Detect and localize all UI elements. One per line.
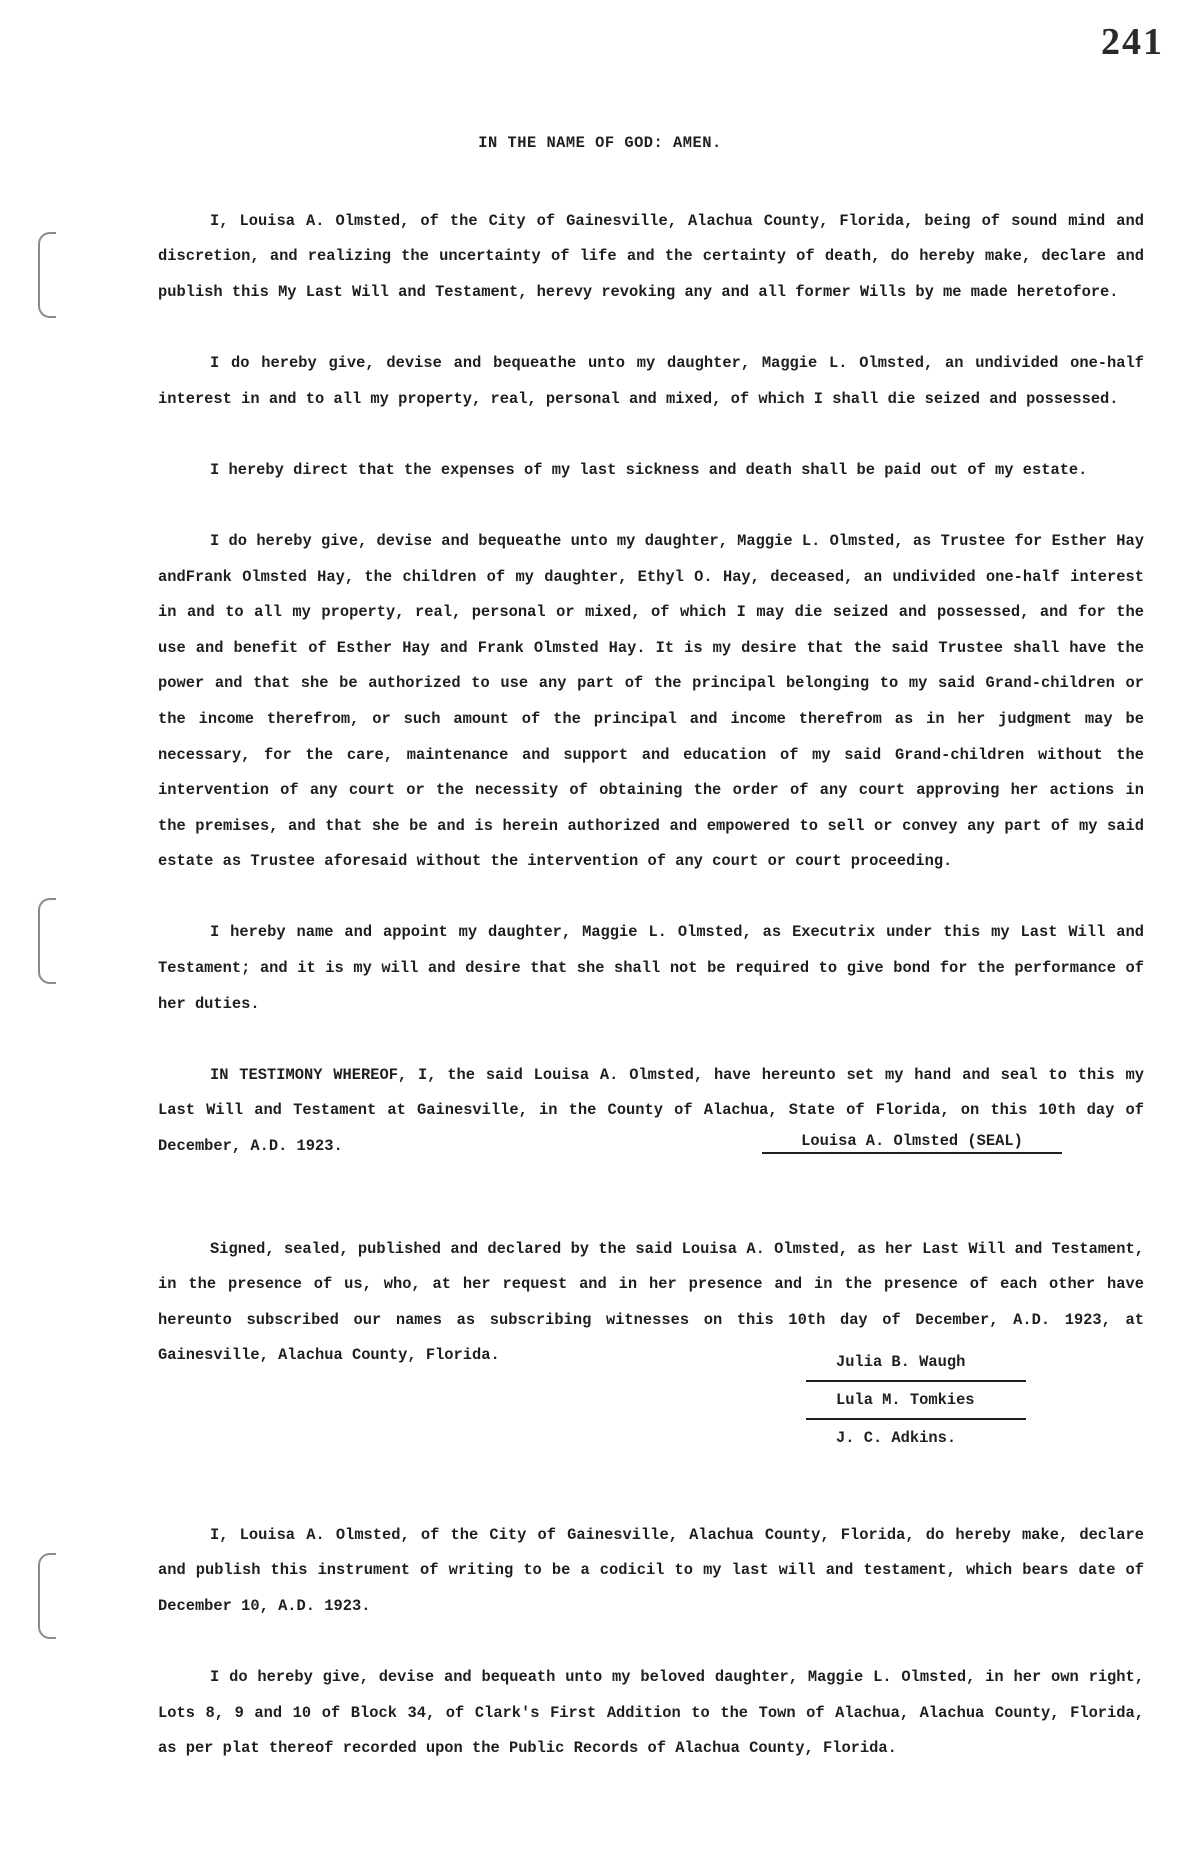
witness-signatures [806,1348,1026,1456]
codicil-paragraph: I, Louisa A. Olmsted, of the City of Gainesville, Alachua County, Florida, do hereby make, declare and publish this instrument of writing to be a codicil to my last will and testament, which bears date of December 10, A.D. 1923. [158,1525,1144,1615]
will-paragraph: IN TESTIMONY WHEREOF, I, the said Louisa A. Olmsted, have hereunto set my hand and seal to this my Last Will and Testament at Gainesville, in the County of Alachua, State of Florida, on this 10th day of December, A.D. 1923. [158,1065,1144,1156]
will-paragraph: I do hereby give, devise and bequeathe unto my daughter, Maggie L. Olmsted, an undivided one-half interest in and to all my property, real, personal and mixed, of which I shall die seized and possessed. [158,353,1144,408]
will-paragraph: I, Louisa A. Olmsted, of the City of Gainesville, Alachua County, Florida, being of sound mind and discretion, and realizing the uncertainty of life and the certainty of death, do hereby make, declare and publish this My Last Will and Testament, herevy revoking any and all former Wills by me made heretofore. [158,211,1144,301]
testator-signature: Louisa A. Olmsted (SEAL) [762,1132,1062,1154]
will-paragraph: I do hereby give, devise and bequeathe unto my daughter, Maggie L. Olmsted, as Trustee for Esther Hay andFrank Olmsted Hay, the children of my daughter, Ethyl O. Hay, deceased, an undivided one-half interest in and to all my property, real, personal or mixed, of which I may die seized and possessed, and for the use and benefit of Esther Hay and Frank Olmsted Hay. It is my desire that the said Trustee shall have the power and that she be authorized to use any part of the principal belonging to my said Grand-children or the income therefrom, or such amount of the principal and income therefrom as in her judgment may be necessary, for the care, maintenance and support and education of my said Grand-children without the intervention of any court or the necessity of obtaining the order of any court approving her actions in the premises, and that she be and is herein authorized and empowered to sell or convey any part of my said estate as Trustee aforesaid without the intervention of any court or court proceeding. [158,531,1144,871]
codicil-body [158,1482,1144,1802]
witness-signature: Lula M. Tomkies [806,1386,1026,1420]
codicil-paragraph: I do hereby give, devise and bequeath unto my beloved daughter, Maggie L. Olmsted, in her own right, Lots 8, 9 and 10 of Block 34, of Clark's First Addition to the Town of Alachua, Alachua County, Florida, as per plat thereof recorded upon the Public Records of Alachua County, Florida. [158,1667,1144,1758]
binder-hole-mark [38,898,56,984]
binder-hole-mark [38,232,56,318]
witness-signature: J. C. Adkins. [836,1429,957,1447]
will-body [158,168,1144,1200]
will-heading: IN THE NAME OF GOD: AMEN. [478,134,722,152]
page-number: 241 [1101,21,1164,63]
binder-hole-mark [38,1553,56,1639]
will-paragraph: I hereby direct that the expenses of my last sickness and death shall be paid out of my estate. [210,460,1088,479]
will-paragraph: I hereby name and appoint my daughter, Maggie L. Olmsted, as Executrix under this my Last Will and Testament; and it is my will and desire that she shall not be required to give bond for the performance of her duties. [158,923,1144,1013]
witness-signature: Julia B. Waugh [806,1348,1026,1382]
attestation-paragraph: Signed, sealed, published and declared by the said Louisa A. Olmsted, as her Last Will and Testament, in the presence of us, who, at her request and in her presence and in the presence of each other have hereunto subscribed our names as subscribing witnesses on this 10th day of December, A.D. 1923, at Gainesville, Alachua County, Florida. [158,1239,1144,1365]
